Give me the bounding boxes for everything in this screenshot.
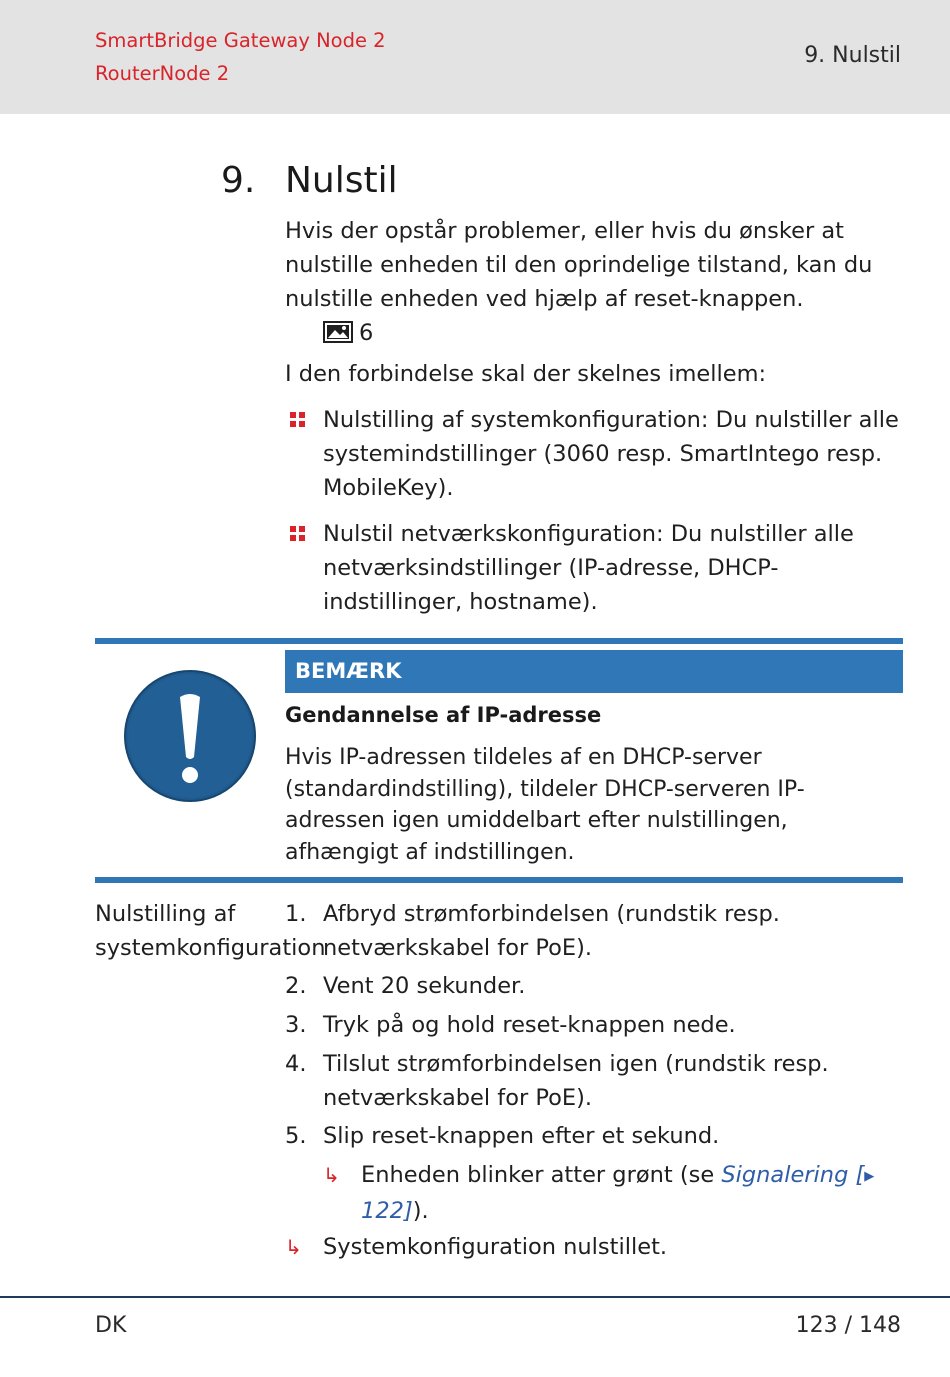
step-number: 2.	[285, 973, 307, 999]
notice-title: Gendannelse af IP-adresse	[285, 703, 602, 727]
step-number: 3.	[285, 1012, 307, 1038]
signalering-link[interactable]: Signalering [▶ 122]	[361, 1162, 875, 1224]
intro-paragraph: Hvis der opstår problemer, eller hvis du ønsker at nulstille enheden til den oprindelige tilstand, kan du nulstille enheden ved hjælp af reset-knappen.	[285, 218, 873, 312]
product-name: SmartBridge Gateway Node 2	[95, 29, 386, 52]
step-number: 5.	[285, 1123, 307, 1149]
product-variant: RouterNode 2	[95, 62, 230, 85]
notice-top-rule	[95, 638, 903, 644]
figure-number: 6	[359, 320, 374, 346]
footer-language: DK	[95, 1313, 127, 1338]
section-title: Nulstil	[285, 160, 398, 201]
step-number: 1.	[285, 901, 307, 927]
result-text	[361, 1158, 901, 1228]
step-text: Tilslut strømforbindelsen igen (rundstik resp. netværkskabel for PoE).	[323, 1051, 829, 1111]
step-text: Slip reset-knappen efter et sekund.	[323, 1123, 720, 1149]
result-arrow-icon: ↳	[285, 1235, 302, 1259]
page-ref-arrow-icon: ▶	[864, 1169, 875, 1184]
notice-bottom-rule	[95, 877, 903, 883]
result-suffix: ).	[412, 1198, 429, 1224]
bullet-item: Nulstil netværkskonfiguration: Du nulstiller alle netværksindstillinger (IP-adresse, DHCP-indstillinger, hostname).	[323, 521, 854, 615]
figure-reference[interactable]	[323, 316, 373, 353]
page-number: 123 / 148	[795, 1313, 901, 1338]
exclamation-circle-icon	[123, 669, 257, 807]
link-page-number: 122	[361, 1198, 404, 1224]
step-text: Vent 20 sekunder.	[323, 973, 526, 999]
result-arrow-icon: ↳	[323, 1163, 340, 1187]
footer-rule	[0, 1296, 950, 1298]
lead-paragraph: I den forbindelse skal der skelnes imellem:	[285, 361, 767, 387]
notice-text: Hvis IP-adressen tildeles af en DHCP-server (standardindstilling), tildeler DHCP-serveren IP-adressen igen umiddelbart efter nulstillingen, afhængigt af indstillingen.	[285, 745, 805, 865]
image-icon	[323, 319, 353, 353]
procedure-label: Nulstilling af systemkonfiguration	[95, 901, 326, 961]
step-number: 4.	[285, 1051, 307, 1077]
step-text: Tryk på og hold reset-knappen nede.	[323, 1012, 736, 1038]
notice-label: BEMÆRK	[285, 650, 903, 693]
page-header	[0, 0, 950, 114]
bullet-icon	[290, 526, 306, 542]
bullet-icon	[290, 412, 306, 428]
step-text: Afbryd strømforbindelsen (rundstik resp. netværkskabel for PoE).	[323, 901, 780, 961]
link-text: Signalering	[721, 1162, 849, 1188]
result-prefix: Enheden blinker atter grønt (se	[361, 1162, 722, 1188]
final-result-text: Systemkonfiguration nulstillet.	[323, 1234, 668, 1260]
bullet-item: Nulstilling af systemkonfiguration: Du nulstiller alle systemindstillinger (3060 resp. SmartIntego resp. MobileKey).	[323, 407, 899, 501]
running-chapter-title: 9. Nulstil	[804, 43, 901, 68]
section-number: 9.	[221, 160, 256, 201]
